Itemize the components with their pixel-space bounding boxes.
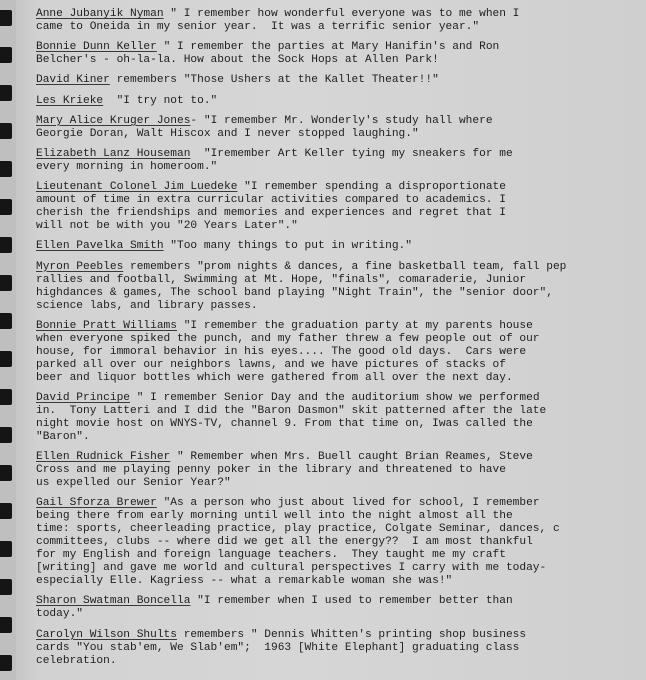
binding-hole (0, 617, 12, 633)
binding-hole (0, 85, 12, 101)
binding-hole (0, 313, 12, 329)
binding-hole (0, 199, 12, 215)
memory-entry (36, 320, 642, 385)
binding-hole (0, 351, 12, 367)
classmate-name: Lieutenant Colonel Jim Luedeke (36, 181, 238, 194)
memory-text: remembers " Dennis Whitten's printing shop business cards "You stab'em, We Slab'em"; 1963 [White Elephant] graduating class celebration. (36, 628, 527, 667)
binding-hole (0, 123, 12, 139)
binding-hole (0, 655, 12, 671)
binding-hole (0, 10, 12, 26)
classmate-name: Sharon Swatman Boncella (36, 595, 191, 608)
binding-hole (0, 579, 12, 595)
memory-text: - "I remember Mr. Wonderly's study hall where Georgie Doran, Walt Hiscox and I never stopped laughing." (36, 114, 493, 140)
classmate-name: Carolyn Wilson Shults (36, 628, 177, 641)
classmate-name: Myron Peebles (36, 260, 124, 273)
memories-list (36, 8, 642, 676)
classmate-name: Mary Alice Kruger Jones (36, 114, 191, 127)
memory-text: remembers "Those Ushers at the Kallet Theater!!" (109, 74, 439, 87)
memory-text: "I remember when I used to remember better than today." (36, 595, 513, 621)
binding-hole (0, 237, 12, 253)
memory-entry (36, 629, 642, 668)
memory-text: "I try not to." (103, 94, 218, 107)
classmate-name: Gail Sforza Brewer (36, 497, 157, 510)
memory-entry (36, 392, 642, 444)
classmate-name: Bonnie Dunn Keller (36, 41, 157, 54)
binding-hole (0, 47, 12, 63)
memory-entry (36, 95, 642, 108)
memory-entry (36, 74, 642, 87)
classmate-name: Les Krieke (36, 94, 104, 107)
memory-text: " I remember the parties at Mary Hanifin's and Ron Belcher's - oh-la-la. How about the Sock Hops at Allen Park! (36, 41, 500, 67)
memory-entry (36, 148, 642, 174)
classmate-name: Ellen Rudnick Fisher (36, 451, 171, 464)
memory-entry (36, 595, 642, 621)
memory-entry (36, 115, 642, 141)
binding-hole (0, 275, 12, 291)
memory-text: "I remember spending a disproportionate amount of time in extra curricular activities compared to academics. I cherish the friendships and memories and experiences and regret that I will not be with you "20 Years Later"." (36, 181, 506, 233)
memory-text: "Iremember Art Keller tying my sneakers for me every morning in homeroom." (36, 147, 513, 173)
classmate-name: Bonnie Pratt Williams (36, 319, 177, 332)
memory-text: " Remember when Mrs. Buell caught Brian Reames, Steve Cross and me playing penny poker in the library and threatened to have us expelled our Senior Year?" (36, 451, 533, 490)
binding-hole (0, 427, 12, 443)
memory-entry (36, 497, 642, 588)
binding-hole (0, 161, 12, 177)
memory-text: "As a person who just about lived for school, I remember being there from early morning until well into the night almost all the time: sports, cheerleading practice, play practice, Colgate Seminar, dances, c committees, clubs -- where did we get all the energy?? I am most thankful for my English and foreign language teachers. They taught me my craft [writing] and gave me world and cultural perspectives I carry with me today- especially Elle. Kagriess -- what a remarkable woman she was!" (36, 497, 560, 588)
classmate-name: Anne Jubanyik Nyman (36, 8, 164, 20)
memory-text: remembers "prom nights & dances, a fine basketball team, fall pep rallies and football, Swimming at Mt. Hope, "finals", comaraderie, Junior highdances & games, The school band playing "Night Train", the "senior door", science labs, and library passes. (36, 260, 567, 312)
binding-hole (0, 503, 12, 519)
memory-text: " I remember how wonderful everyone was to me when I came to Oneida in my senior year. It was a terrific senior year." (36, 8, 520, 33)
memory-text: "I remember the graduation party at my parents house when everyone spiked the punch, and my father threw a few people out of our house, for immoral behavior in his eyes.... The good old days. Cars were parked all over our neighbors lawns, and we have pictures of stacks of beer and liquor bottles which were gathered from all over the next day. (36, 319, 540, 384)
memory-entry (36, 8, 642, 34)
memory-entry (36, 240, 642, 253)
memory-text: " I remember Senior Day and the auditorium show we performed in. Tony Latteri and I did the "Baron Dasmon" skit patterned after the late night movie host on WNYS-TV, channel 9. From that time on, Iwas called the "Baron". (36, 391, 547, 443)
memory-entry (36, 41, 642, 67)
memory-entry (36, 451, 642, 490)
memory-text: "Too many things to put in writing." (163, 240, 412, 253)
binding-hole (0, 389, 12, 405)
classmate-name: David Principe (36, 391, 130, 404)
classmate-name: David Kiner (36, 74, 110, 87)
classmate-name: Ellen Pavelka Smith (36, 240, 164, 253)
binding-hole (0, 541, 12, 557)
memory-entry (36, 261, 642, 313)
memory-entry (36, 181, 642, 233)
binding-hole (0, 465, 12, 481)
spiral-binding (0, 0, 16, 680)
classmate-name: Elizabeth Lanz Houseman (36, 147, 191, 160)
